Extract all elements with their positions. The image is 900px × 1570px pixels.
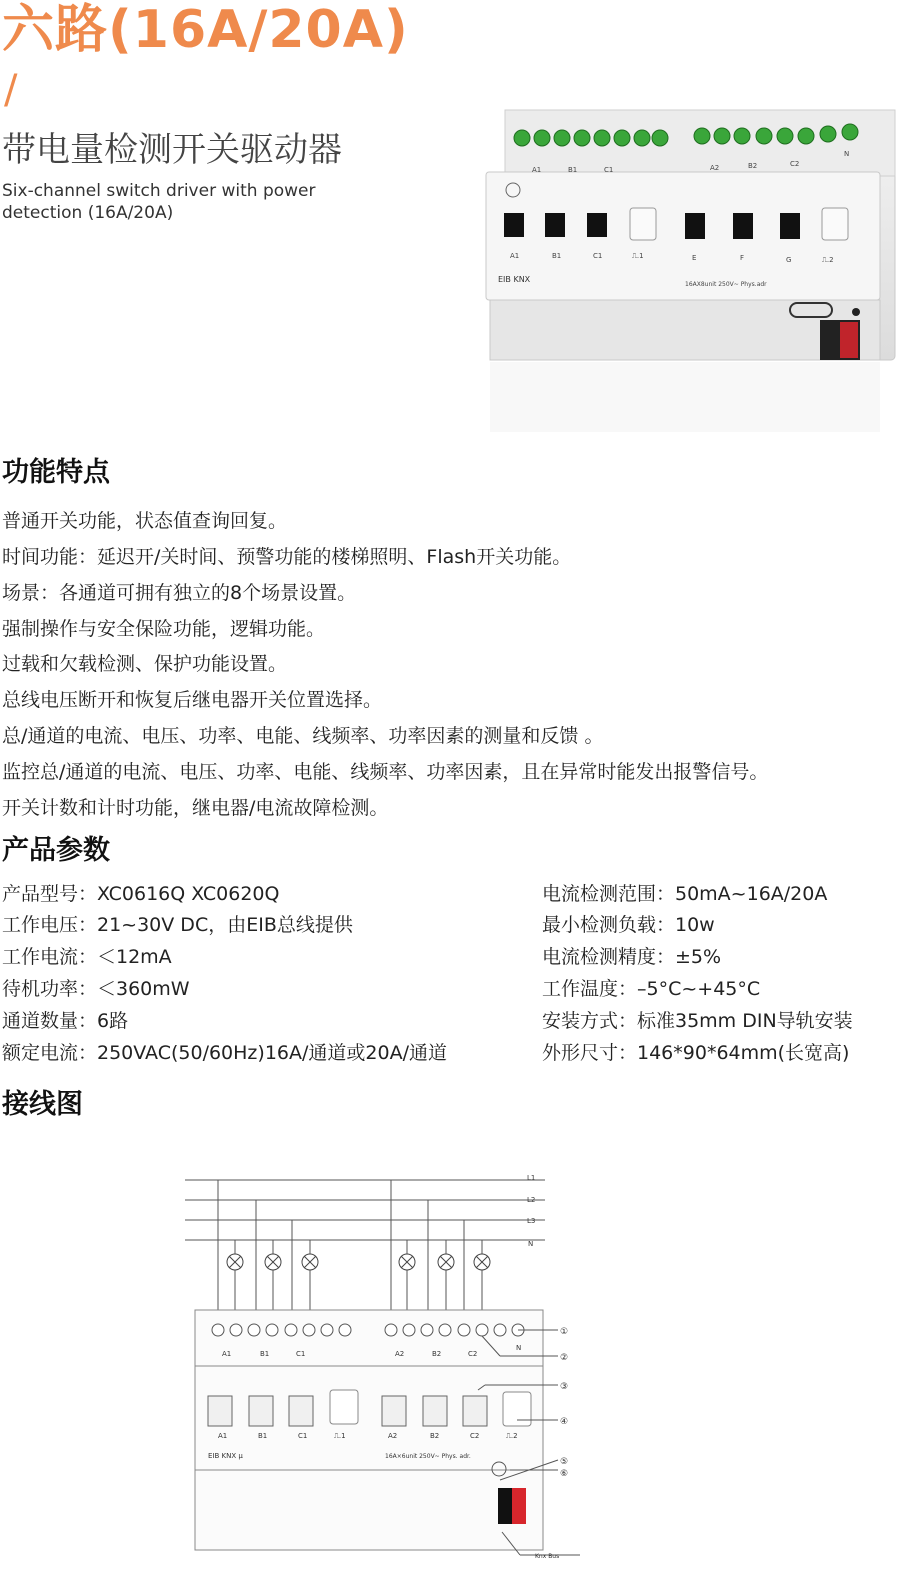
product-photo bbox=[480, 100, 900, 440]
photo-rating: 16AX8unit 250V~ Phys.adr bbox=[685, 281, 767, 288]
wiring-channel-b2: B2 bbox=[430, 1432, 440, 1440]
photo-top-label-c2: C2 bbox=[790, 160, 800, 168]
spec-right: 安装方式：标准35mm DIN导轨安装 bbox=[542, 1010, 853, 1032]
wiring-pulse-1: ⎍.1 bbox=[334, 1432, 346, 1440]
title-slash: / bbox=[4, 67, 18, 113]
wiring-diagram bbox=[180, 1170, 600, 1560]
wiring-channel-b1: B1 bbox=[258, 1432, 268, 1440]
callout-2: ② bbox=[560, 1353, 569, 1363]
photo-channel-g: G bbox=[786, 256, 792, 264]
wiring-channel-a2: A2 bbox=[388, 1432, 398, 1440]
spec-right: 工作温度：–5°C~+45°C bbox=[542, 978, 761, 1000]
wiring-top-a1: A1 bbox=[222, 1350, 232, 1358]
photo-channel-c1: C1 bbox=[593, 252, 603, 260]
line-label-n: N bbox=[528, 1240, 534, 1248]
wiring-top-c1: C1 bbox=[296, 1350, 306, 1358]
bus-label: Knx Bus bbox=[535, 1553, 560, 1560]
wiring-channel-c2: C2 bbox=[470, 1432, 480, 1440]
wiring-rating: 16A×6unit 250V~ Phys. adr. bbox=[385, 1453, 471, 1460]
photo-top-label-b2: B2 bbox=[748, 162, 758, 170]
feature-item: 总/通道的电流、电压、功率、电能、线频率、功率因素的测量和反馈 。 bbox=[2, 725, 604, 747]
features-heading: 功能特点 bbox=[2, 457, 110, 488]
subtitle-english-line2: detection (16A/20A) bbox=[2, 203, 174, 223]
line-label-l1: L1 bbox=[527, 1174, 536, 1182]
spec-right: 电流检测精度：±5% bbox=[542, 946, 722, 968]
spec-left: 额定电流：250VAC(50/60Hz)16A/通道或20A/通道 bbox=[2, 1042, 447, 1064]
wiring-top-a2: A2 bbox=[395, 1350, 405, 1358]
feature-item: 场景：各通道可拥有独立的8个场景设置。 bbox=[2, 582, 357, 604]
photo-pulse-1: ⎍.1 bbox=[632, 252, 644, 260]
feature-item: 开关计数和计时功能，继电器/电流故障检测。 bbox=[2, 797, 389, 819]
photo-channel-f: F bbox=[740, 254, 745, 262]
wiring-channel-a1: A1 bbox=[218, 1432, 228, 1440]
feature-item: 时间功能：延迟开/关时间、预警功能的楼梯照明、Flash开关功能。 bbox=[2, 546, 572, 568]
spec-right: 外形尺寸：146*90*64mm(长宽高) bbox=[542, 1042, 850, 1064]
specs-heading: 产品参数 bbox=[2, 835, 110, 866]
line-label-l3: L3 bbox=[527, 1217, 536, 1225]
photo-pulse-2: ⎍.2 bbox=[822, 256, 834, 264]
wiring-pulse-2: ⎍.2 bbox=[506, 1432, 518, 1440]
photo-top-label-n: N bbox=[844, 150, 850, 158]
wiring-top-n: N bbox=[516, 1344, 522, 1352]
spec-left: 工作电流：＜12mA bbox=[2, 946, 172, 968]
photo-channel-e: E bbox=[692, 254, 697, 262]
feature-item: 总线电压断开和恢复后继电器开关位置选择。 bbox=[2, 689, 383, 711]
feature-item: 强制操作与安全保险功能，逻辑功能。 bbox=[2, 618, 326, 640]
feature-item: 普通开关功能，状态值查询回复。 bbox=[2, 510, 288, 532]
feature-item: 过载和欠载检测、保护功能设置。 bbox=[2, 653, 288, 675]
spec-left: 产品型号：XC0616Q XC0620Q bbox=[2, 883, 280, 905]
subtitle-english-line1: Six-channel switch driver with power bbox=[2, 181, 316, 201]
wiring-top-c2: C2 bbox=[468, 1350, 478, 1358]
callout-6: ⑥ bbox=[560, 1469, 569, 1479]
spec-right: 最小检测负载：10w bbox=[542, 914, 715, 936]
photo-top-label-a1: A1 bbox=[532, 166, 542, 174]
wiring-top-b2: B2 bbox=[432, 1350, 442, 1358]
spec-left: 待机功率：＜360mW bbox=[2, 978, 190, 1000]
wiring-top-b1: B1 bbox=[260, 1350, 270, 1358]
callout-3: ③ bbox=[560, 1382, 569, 1392]
wiring-channel-c1: C1 bbox=[298, 1432, 308, 1440]
callout-4: ④ bbox=[560, 1417, 569, 1427]
photo-top-label-c1: C1 bbox=[604, 166, 614, 174]
line-label-l2: L2 bbox=[527, 1196, 536, 1204]
spec-left: 通道数量：6路 bbox=[2, 1010, 129, 1032]
photo-top-label-a2: A2 bbox=[710, 164, 720, 172]
callout-1: ① bbox=[560, 1327, 569, 1337]
wiring-logos: EIB KNX μ bbox=[208, 1452, 243, 1460]
page-title: 六路(16A/20A) bbox=[2, 0, 409, 60]
feature-item: 监控总/通道的电流、电压、功率、电能、线频率、功率因素，且在异常时能发出报警信号。 bbox=[2, 761, 769, 783]
photo-logos: EIB KNX bbox=[498, 275, 531, 284]
callout-5: ⑤ bbox=[560, 1457, 569, 1467]
photo-channel-a1: A1 bbox=[510, 252, 520, 260]
wiring-heading: 接线图 bbox=[2, 1089, 83, 1120]
spec-left: 工作电压：21~30V DC，由EIB总线提供 bbox=[2, 914, 353, 936]
photo-top-label-b1: B1 bbox=[568, 166, 578, 174]
photo-channel-b1: B1 bbox=[552, 252, 562, 260]
spec-right: 电流检测范围：50mA~16A/20A bbox=[542, 883, 828, 905]
page-subtitle: 带电量检测开关驱动器 bbox=[2, 130, 342, 170]
